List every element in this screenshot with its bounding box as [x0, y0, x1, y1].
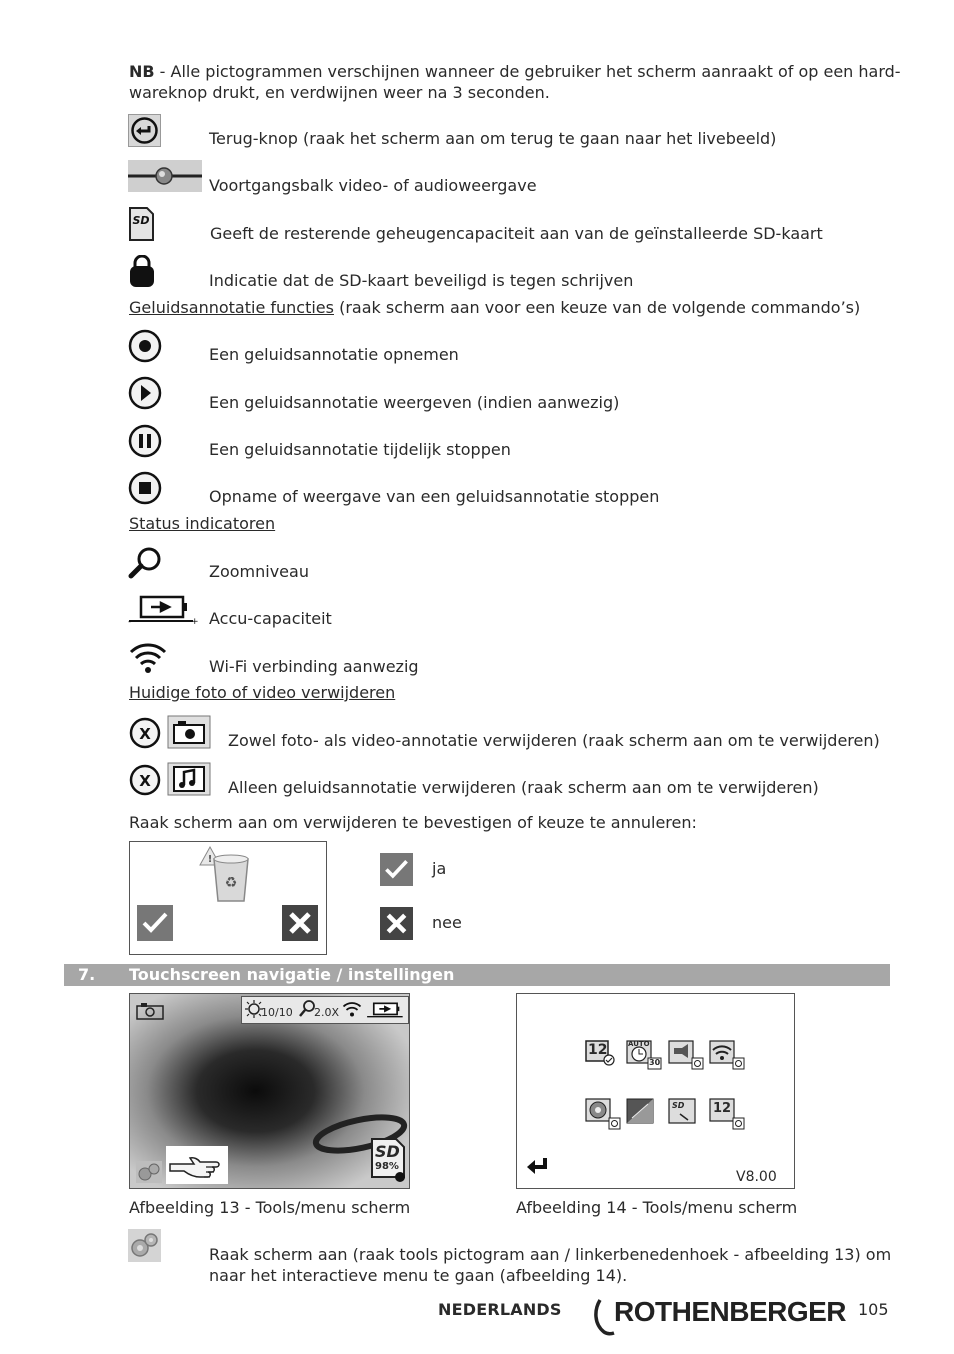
auto-number: 30	[649, 1058, 661, 1067]
svg-text:X: X	[139, 772, 151, 790]
battery-desc: Accu-capaciteit	[209, 609, 332, 628]
stop-icon	[128, 471, 162, 505]
note-line-2: wareknop drukt, en verdwijnen weer na 3 seconden.	[129, 83, 550, 102]
status-strip	[241, 996, 409, 1024]
note-prefix: NB	[129, 62, 155, 81]
figure-13-caption: Afbeelding 13 - Tools/menu scherm	[129, 1198, 411, 1217]
wifi-icon	[128, 640, 168, 674]
svg-text:♻: ♻	[224, 875, 238, 891]
auto-label: AUTO	[628, 1040, 650, 1048]
camera-icon	[136, 1002, 166, 1020]
progress-bar-desc: Voortgangsbalk video- of audioweergave	[209, 176, 537, 195]
trash-warning-icon	[198, 845, 254, 903]
section-7-heading	[64, 964, 890, 986]
menu-back-icon[interactable]	[525, 1154, 555, 1180]
auto-off-icon[interactable]	[626, 1040, 662, 1070]
tools-note-line-1: Raak scherm aan (raak tools pictogram aan / linkerbenedenhoek - afbeelding 13) om	[209, 1245, 892, 1264]
svg-text:X: X	[139, 725, 151, 743]
date-reset-icon[interactable]	[709, 1098, 745, 1130]
figure-14-screen	[516, 993, 795, 1189]
pause-icon	[128, 424, 162, 458]
section-number: 7.	[78, 965, 96, 984]
svg-text:!: !	[207, 854, 213, 865]
figure-13-screen	[129, 993, 410, 1189]
delete-photo-desc: Zowel foto- als video-annotatie verwijderen (raak scherm aan om te verwijderen)	[228, 731, 880, 750]
status-wifi-icon	[342, 1000, 362, 1018]
sound-setting-icon[interactable]	[585, 1098, 621, 1130]
page-number: 105	[858, 1300, 889, 1319]
tools-gear-icon[interactable]	[136, 1161, 162, 1183]
delete-photo-icon	[128, 715, 212, 749]
sd-format-icon[interactable]	[668, 1098, 696, 1124]
date-icon-label-2: 12	[713, 1101, 732, 1116]
tv-out-icon[interactable]	[668, 1040, 704, 1070]
no-label: nee	[432, 913, 462, 932]
brand-swoosh-icon	[592, 1298, 616, 1336]
cancel-x-icon[interactable]	[282, 905, 318, 941]
progress-bar-icon	[128, 160, 202, 192]
sd-percent: 98%	[375, 1161, 399, 1172]
play-icon	[128, 376, 162, 410]
footer-language: NEDERLANDS	[438, 1300, 562, 1319]
tools-note-line-2: naar het interactieve menu te gaan (afbeelding 14).	[209, 1266, 628, 1285]
note-line-1	[129, 62, 901, 82]
pause-desc: Een geluidsannotatie tijdelijk stoppen	[209, 440, 511, 459]
sd-card-desc: Geeft de resterende geheugencapaciteit aan van de geïnstalleerde SD-kaart	[210, 224, 823, 243]
back-icon-desc: Terug-knop (raak het scherm aan om terug te gaan naar het livebeeld)	[209, 129, 777, 148]
section-title: Touchscreen navigatie / instellingen	[129, 965, 455, 984]
date-setting-icon[interactable]	[585, 1040, 615, 1066]
zoom-value: 2.0X	[314, 1006, 340, 1019]
firmware-version: V8.00	[736, 1169, 777, 1185]
wifi-desc: Wi-Fi verbinding aanwezig	[209, 657, 419, 676]
audio-heading-line	[129, 298, 860, 318]
brand-logo: ROTHENBERGER	[614, 1296, 847, 1327]
image-setting-icon[interactable]	[626, 1098, 654, 1124]
brightness-value: 10/10	[261, 1006, 293, 1019]
magnifier-icon	[128, 546, 164, 580]
svg-text:+: +	[191, 617, 199, 625]
yes-label: ja	[432, 859, 447, 878]
sd-card-icon	[128, 206, 155, 242]
pointing-hand-icon	[166, 1146, 228, 1184]
lock-desc: Indicatie dat de SD-kaart beveiligd is tegen schrijven	[209, 271, 634, 290]
note-text: - Alle pictogrammen verschijnen wanneer de gebruiker het scherm aanraakt of op een hard-	[154, 62, 901, 81]
svg-text:SD: SD	[132, 214, 150, 227]
record-icon	[128, 329, 162, 363]
delete-audio-icon	[128, 762, 212, 796]
no-x-icon	[380, 907, 413, 940]
status-heading: Status indicatoren	[129, 514, 276, 533]
confirm-text: Raak scherm aan om verwijderen te bevestigen of keuze te annuleren:	[129, 813, 697, 832]
delete-confirm-dialog	[129, 841, 327, 955]
figure-14-caption: Afbeelding 14 - Tools/menu scherm	[516, 1198, 798, 1217]
lock-icon	[129, 255, 155, 288]
audio-heading-suffix: (raak scherm aan voor een keuze van de volgende commando’s)	[333, 298, 861, 317]
back-icon	[128, 114, 161, 147]
sd-mini-label: SD	[672, 1101, 685, 1110]
date-icon-label: 12	[588, 1042, 608, 1058]
delete-audio-desc: Alleen geluidsannotatie verwijderen (raak scherm aan om te verwijderen)	[228, 778, 819, 797]
yes-check-icon	[380, 853, 413, 886]
battery-icon	[127, 593, 199, 625]
stop-desc: Opname of weergave van een geluidsannotatie stoppen	[209, 487, 660, 506]
delete-heading: Huidige foto of video verwijderen	[129, 683, 396, 702]
record-desc: Een geluidsannotatie opnemen	[209, 345, 459, 364]
audio-heading: Geluidsannotatie functies	[129, 298, 334, 317]
confirm-check-icon[interactable]	[137, 905, 173, 941]
play-desc: Een geluidsannotatie weergeven (indien aanwezig)	[209, 393, 620, 412]
svg-text:-: -	[128, 617, 132, 625]
tools-icon	[128, 1229, 161, 1262]
zoom-desc: Zoomniveau	[209, 562, 309, 581]
wifi-setting-icon[interactable]	[709, 1040, 745, 1070]
status-battery-icon	[366, 999, 406, 1021]
sd-status-label: SD	[375, 1142, 400, 1161]
